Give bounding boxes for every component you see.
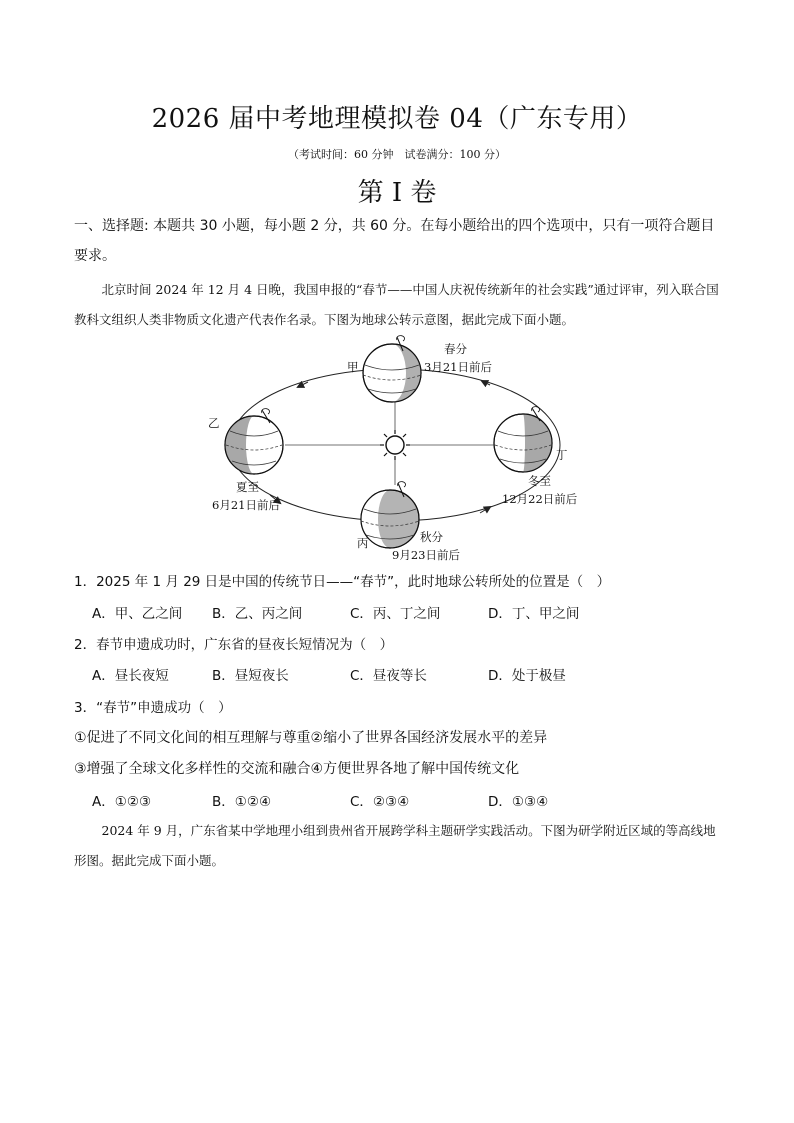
q3-statements-2: ③增强了全球文化多样性的交流和融合④方便世界各地了解中国传统文化 bbox=[74, 761, 520, 777]
q2-option-b[interactable]: B．昼短夜长 bbox=[212, 668, 289, 684]
label-bing: 丙 bbox=[357, 536, 369, 550]
exam-info: （考试时间：60 分钟 试卷满分：100 分） bbox=[288, 148, 506, 161]
label-jia: 甲 bbox=[347, 360, 359, 374]
earth-revolution-diagram bbox=[190, 335, 600, 567]
label-ding: 丁 bbox=[556, 448, 568, 462]
sun-icon bbox=[380, 430, 410, 460]
earth-bing bbox=[361, 482, 419, 548]
q2-option-c[interactable]: C．昼夜等长 bbox=[350, 668, 427, 684]
q3-statements-1: ①促进了不同文化间的相互理解与尊重②缩小了世界各国经济发展水平的差异 bbox=[74, 730, 548, 746]
label-autumn-name: 秋分 bbox=[420, 530, 443, 544]
q1-option-c[interactable]: C．丙、丁之间 bbox=[350, 606, 441, 622]
q1-option-b[interactable]: B．乙、丙之间 bbox=[212, 606, 303, 622]
q1-option-d[interactable]: D．丁、甲之间 bbox=[488, 606, 580, 622]
q2-option-a[interactable]: A．昼长夜短 bbox=[92, 668, 169, 684]
question-3-stem: 3．“春节”申遗成功（ ） bbox=[74, 700, 232, 716]
section-instruction: 一、选择题: 本题共 30 小题，每小题 2 分，共 60 分。在每小题给出的四个选项中，只有一项符合题目要求。 bbox=[74, 218, 715, 264]
label-spring-name: 春分 bbox=[444, 342, 467, 356]
question-2-stem: 2．春节申遗成功时，广东省的昼夜长短情况为（ ） bbox=[74, 637, 394, 653]
page-title: 2026 届中考地理模拟卷 04（广东专用） bbox=[151, 104, 643, 134]
label-autumn-date: 9月23日前后 bbox=[392, 548, 460, 562]
q1-option-a[interactable]: A．甲、乙之间 bbox=[92, 606, 183, 622]
question-1-stem: 1．2025 年 1 月 29 日是中国的传统节日——“春节”，此时地球公转所处的位置是（ ） bbox=[74, 574, 611, 590]
label-summer-name: 夏至 bbox=[236, 480, 259, 494]
label-winter-date: 12月22日前后 bbox=[502, 492, 578, 506]
label-yi: 乙 bbox=[208, 416, 220, 430]
label-winter-name: 冬至 bbox=[528, 474, 551, 488]
q3-option-d[interactable]: D．①③④ bbox=[488, 794, 549, 810]
label-summer-date: 6月21日前后 bbox=[212, 498, 280, 512]
intro-paragraph-2: 2024 年 9 月，广东省某中学地理小组到贵州省开展跨学科主题研学实践活动。下图为研学附近区域的等高线地形图。据此完成下面小题。 bbox=[74, 823, 716, 868]
q3-option-c[interactable]: C．②③④ bbox=[350, 794, 410, 810]
earth-ding bbox=[494, 407, 552, 472]
label-spring-date: 3月21日前后 bbox=[424, 360, 492, 374]
intro-paragraph-1: 北京时间 2024 年 12 月 4 日晚，我国申报的“春节——中国人庆祝传统新年的社会实践”通过评审，列入联合国教科文组织人类非物质文化遗产代表作名录。下图为地球公转示意图，据此完成下面小题。 bbox=[74, 282, 719, 327]
volume-heading: 第 I 卷 bbox=[357, 178, 437, 208]
q3-option-a[interactable]: A．①②③ bbox=[92, 794, 152, 810]
q3-option-b[interactable]: B．①②④ bbox=[212, 794, 272, 810]
earth-jia bbox=[363, 336, 421, 402]
q2-option-d[interactable]: D．处于极昼 bbox=[488, 668, 566, 684]
earth-yi bbox=[225, 409, 283, 474]
